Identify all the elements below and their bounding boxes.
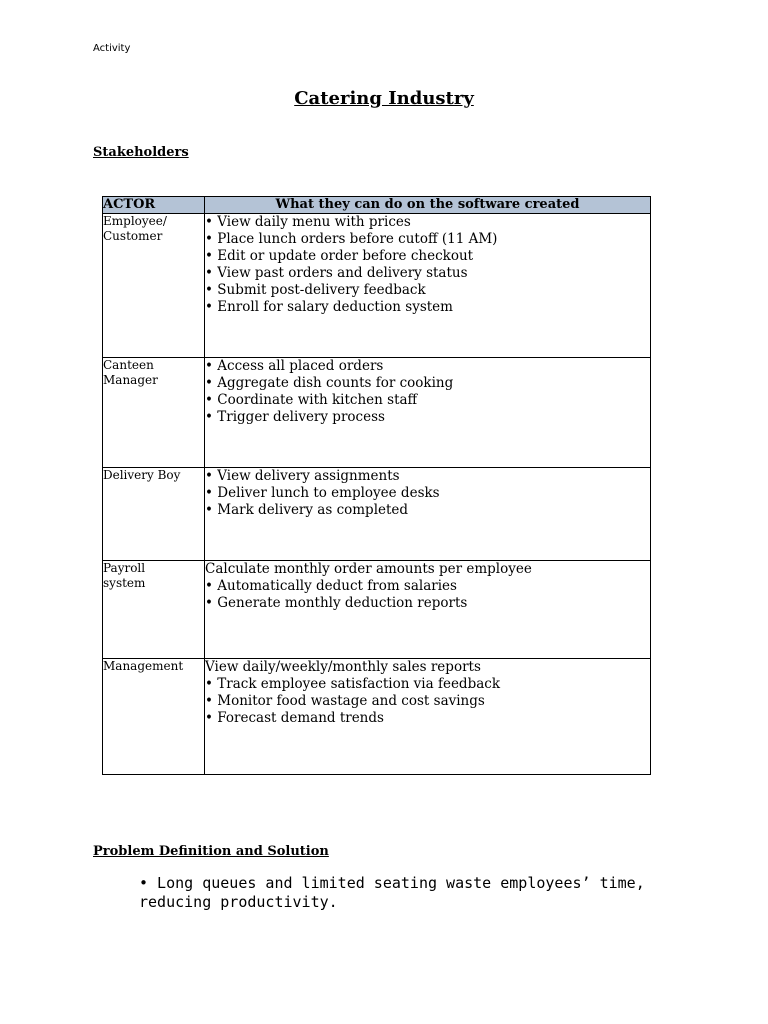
table-row xyxy=(103,561,651,659)
actor-cell xyxy=(103,561,205,659)
actor-cell xyxy=(103,214,205,358)
actor-line: Manager xyxy=(103,373,158,387)
table-row xyxy=(103,468,651,561)
actor-line: Employee/ xyxy=(103,214,167,228)
actor-line: Customer xyxy=(103,229,163,243)
action-item: • Coordinate with kitchen staff xyxy=(205,392,418,408)
action-item: • Access all placed orders xyxy=(205,358,384,374)
actions-cell xyxy=(205,468,651,561)
column-header-actor: ACTOR xyxy=(103,197,205,214)
actions-cell xyxy=(205,561,651,659)
actor-cell xyxy=(103,659,205,775)
stakeholders-heading: Stakeholders xyxy=(93,145,189,160)
stakeholders-table xyxy=(102,196,651,775)
action-item: • Place lunch orders before cutoff (11 AM) xyxy=(205,231,498,247)
action-item: Calculate monthly order amounts per employee xyxy=(205,561,532,577)
problem-bullet-list xyxy=(139,874,659,912)
action-item: • Trigger delivery process xyxy=(205,409,385,425)
actor-line: Delivery Boy xyxy=(103,468,181,482)
column-header-actions: What they can do on the software created xyxy=(205,197,651,214)
action-item: • View past orders and delivery status xyxy=(205,265,468,281)
action-item: • Forecast demand trends xyxy=(205,710,384,726)
actions-cell xyxy=(205,659,651,775)
actor-cell xyxy=(103,358,205,468)
table-header-row xyxy=(103,197,651,214)
action-item: • View delivery assignments xyxy=(205,468,400,484)
action-item: • Monitor food wastage and cost savings xyxy=(205,693,485,709)
problem-bullet: • Long queues and limited seating waste employees’ time, reducing productivity. xyxy=(139,874,645,911)
document-title: Catering Industry xyxy=(294,88,474,109)
actions-cell xyxy=(205,214,651,358)
action-item: • Edit or update order before checkout xyxy=(205,248,474,264)
problem-definition-heading: Problem Definition and Solution xyxy=(93,844,329,859)
page-header-label: Activity xyxy=(93,43,131,54)
action-item: • Generate monthly deduction reports xyxy=(205,595,468,611)
action-item: • View daily menu with prices xyxy=(205,214,411,230)
actor-line: Canteen xyxy=(103,358,154,372)
action-item: • Submit post-delivery feedback xyxy=(205,282,426,298)
action-item: • Aggregate dish counts for cooking xyxy=(205,375,454,391)
actor-cell xyxy=(103,468,205,561)
action-item: View daily/weekly/monthly sales reports xyxy=(205,659,481,675)
action-item: • Enroll for salary deduction system xyxy=(205,299,453,315)
table-row xyxy=(103,659,651,775)
actor-line: Payroll xyxy=(103,561,146,575)
actions-cell xyxy=(205,358,651,468)
action-item: • Mark delivery as completed xyxy=(205,502,409,518)
actor-line: Management xyxy=(103,659,184,673)
action-item: • Track employee satisfaction via feedback xyxy=(205,676,501,692)
action-item: • Automatically deduct from salaries xyxy=(205,578,457,594)
table-row xyxy=(103,358,651,468)
actor-line: system xyxy=(103,576,146,590)
action-item: • Deliver lunch to employee desks xyxy=(205,485,440,501)
table-row xyxy=(103,214,651,358)
